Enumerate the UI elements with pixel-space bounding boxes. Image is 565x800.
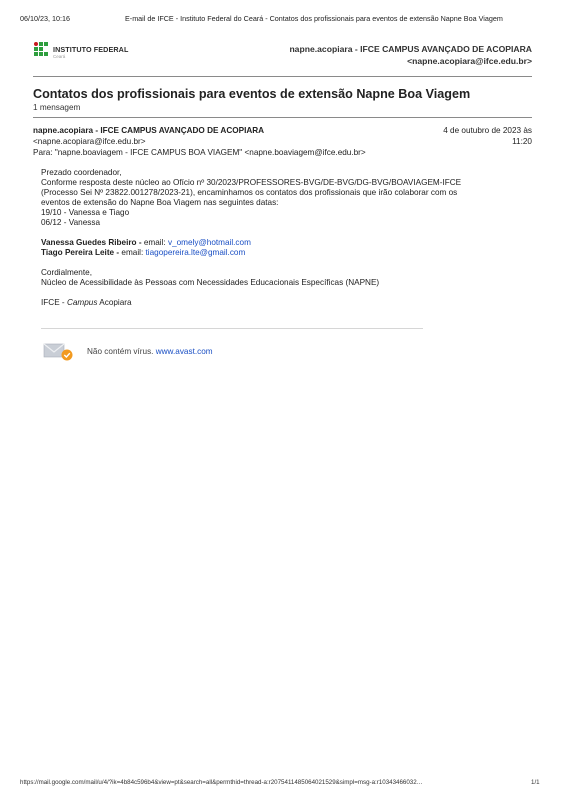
contact-2-label: email: — [119, 248, 146, 257]
virus-notice-text: Não contém vírus. — [87, 347, 154, 356]
campus-line — [41, 298, 526, 308]
contact-1 — [41, 238, 526, 248]
date-item-1: 19/10 - Vanessa e Tiago — [41, 208, 130, 217]
recipient-line: Para: "napne.boaviagem - IFCE CAMPUS BOA VIAGEM" <napne.boaviagem@ifce.edu.br> — [33, 148, 366, 157]
header-divider — [33, 76, 532, 77]
signature-divider — [41, 328, 423, 329]
message-date-line2: 11:20 — [512, 137, 532, 146]
campus-prefix: IFCE - — [41, 298, 67, 307]
account-info — [289, 44, 532, 67]
account-email: <napne.acopiara@ifce.edu.br> — [407, 55, 532, 66]
logo-title: INSTITUTO FEDERAL — [53, 45, 129, 54]
logo-subtitle: Ceará — [53, 54, 66, 59]
closing: Cordialmente, — [41, 268, 92, 277]
avast-link[interactable]: www.avast.com — [155, 347, 213, 356]
sender-block — [33, 125, 366, 158]
contact-1-email-link[interactable]: v_omely@hotmail.com — [167, 238, 251, 247]
campus-suffix: Acopiara — [97, 298, 132, 307]
message-count: 1 mensagem — [33, 103, 81, 112]
body-line-1: Conforme resposta deste núcleo ao Ofício nº 30/2023/PROFESSORES-BVG/DE-BVG/DG-BVG/BOAVIAGEM-IFCE — [41, 178, 462, 187]
contact-1-name: Vanessa Guedes Ribeiro - — [41, 238, 142, 247]
ifce-logo — [34, 42, 134, 64]
body-line-2: (Processo Sei Nº 23822.001278/2023-21), encaminhamos os contatos dos profissionais que irão colaborar com os — [41, 188, 458, 197]
sender-name: napne.acopiara - IFCE CAMPUS AVANÇADO DE ACOPIARA — [33, 126, 265, 135]
contact-2-email-link[interactable]: tiagopereira.lte@gmail.com — [145, 248, 246, 257]
thread-subject: Contatos dos profissionais para eventos de extensão Napne Boa Viagem — [33, 87, 471, 101]
print-url: https://mail.google.com/mail/u/4/?ik=4b84c596b4&view=pt&search=all&permthid=thread-a:r2075411485064021529&simpl=msg-a:r10343466032… — [20, 779, 423, 786]
sender-email: <napne.acopiara@ifce.edu.br> — [33, 137, 146, 146]
body-line-3: eventos de extensão do Napne Boa Viagem nas seguintes datas: — [41, 198, 279, 207]
signature: Núcleo de Acessibilidade às Pessoas com Necessidades Educacionais Específicas (NAPNE) — [41, 278, 380, 287]
message-body — [41, 168, 526, 308]
message-date — [443, 125, 532, 147]
contact-2-name: Tiago Pereira Leite - — [41, 248, 120, 257]
print-datetime: 06/10/23, 10:16 — [20, 14, 70, 23]
date-item-2: 06/12 - Vanessa — [41, 218, 101, 227]
subject-divider — [33, 117, 532, 118]
contact-1-label: email: — [141, 238, 168, 247]
greeting: Prezado coordenador, — [41, 168, 122, 177]
logo-mark-icon — [34, 42, 50, 58]
campus-italic: Campus — [66, 298, 98, 307]
envelope-check-icon — [43, 342, 73, 362]
message-date-line1: 4 de outubro de 2023 às — [443, 126, 532, 135]
print-title: E-mail de IFCE - Instituto Federal do Ceará - Contatos dos profissionais para eventos de extensão Napne Boa Viagem — [125, 14, 503, 23]
contact-2 — [41, 248, 526, 258]
account-name: napne.acopiara - IFCE CAMPUS AVANÇADO DE ACOPIARA — [289, 44, 532, 54]
page-number: 1/1 — [531, 779, 540, 786]
virus-notice — [87, 347, 213, 356]
